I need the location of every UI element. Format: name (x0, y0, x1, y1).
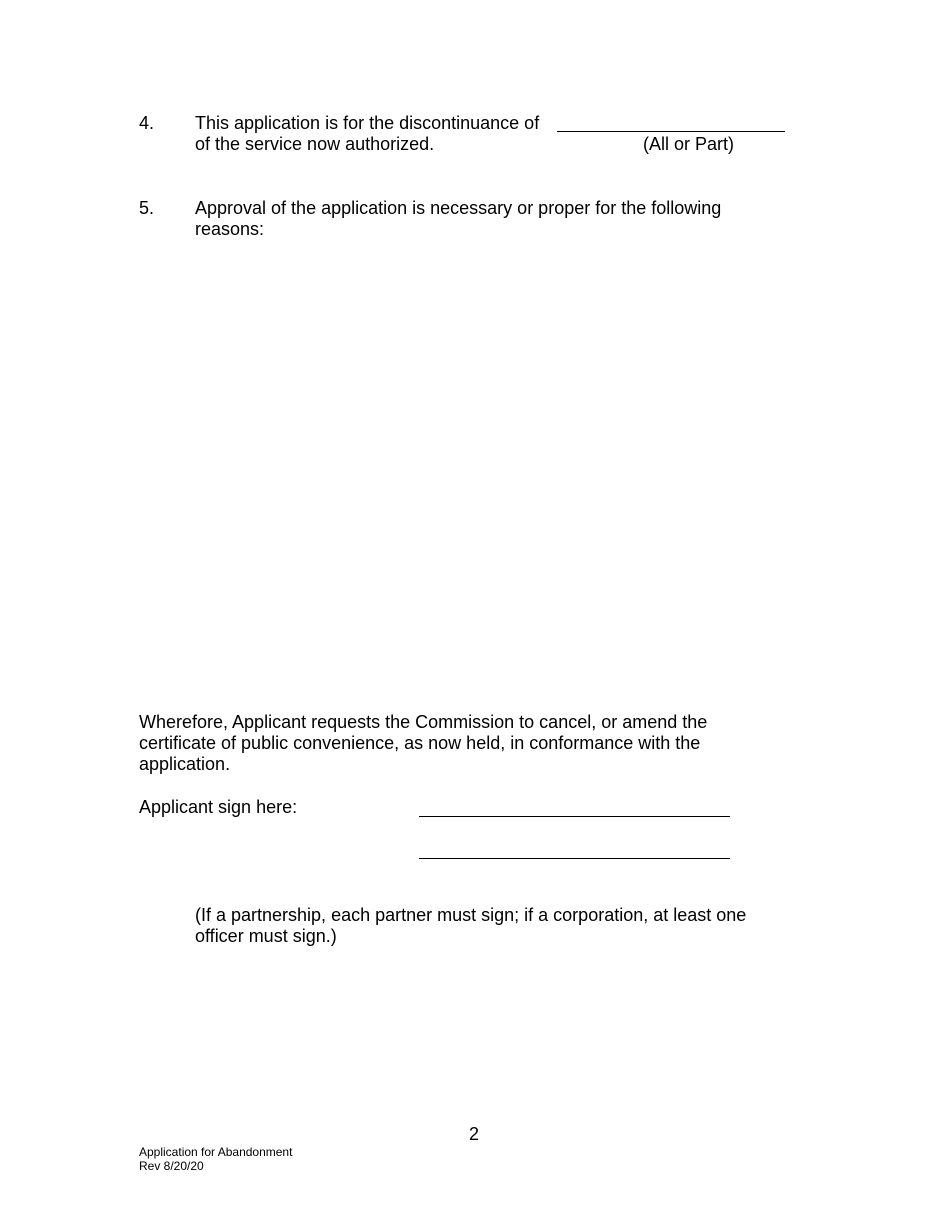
discontinuance-extent-blank[interactable] (557, 131, 785, 132)
signing-note-line2: officer must sign.) (195, 926, 337, 946)
item-5-number: 5. (139, 198, 155, 218)
wherefore-line3: application. (139, 754, 231, 774)
form-revision: Rev 8/20/20 (139, 1159, 204, 1173)
item-4-number: 4. (139, 113, 155, 133)
signature-line-2[interactable] (419, 858, 730, 859)
form-title: Application for Abandonment (139, 1145, 293, 1159)
signature-line-1[interactable] (419, 816, 730, 817)
applicant-sign-label: Applicant sign here: (139, 797, 298, 817)
item-5-text-line1: Approval of the application is necessary or proper for the following (195, 198, 722, 218)
wherefore-line2: certificate of public convenience, as now held, in conformance with the (139, 733, 701, 753)
item-5-text-line2: reasons: (195, 219, 265, 239)
all-or-part-caption: (All or Part) (643, 134, 735, 154)
signing-note-line1: (If a partnership, each partner must sign; if a corporation, at least one (195, 905, 747, 925)
reasons-area[interactable] (195, 245, 785, 695)
item-4-text-line2: of the service now authorized. (195, 134, 435, 154)
page-number: 2 (469, 1124, 480, 1144)
item-4-text-line1: This application is for the discontinuance of (195, 113, 540, 133)
wherefore-line1: Wherefore, Applicant requests the Commission to cancel, or amend the (139, 712, 708, 732)
